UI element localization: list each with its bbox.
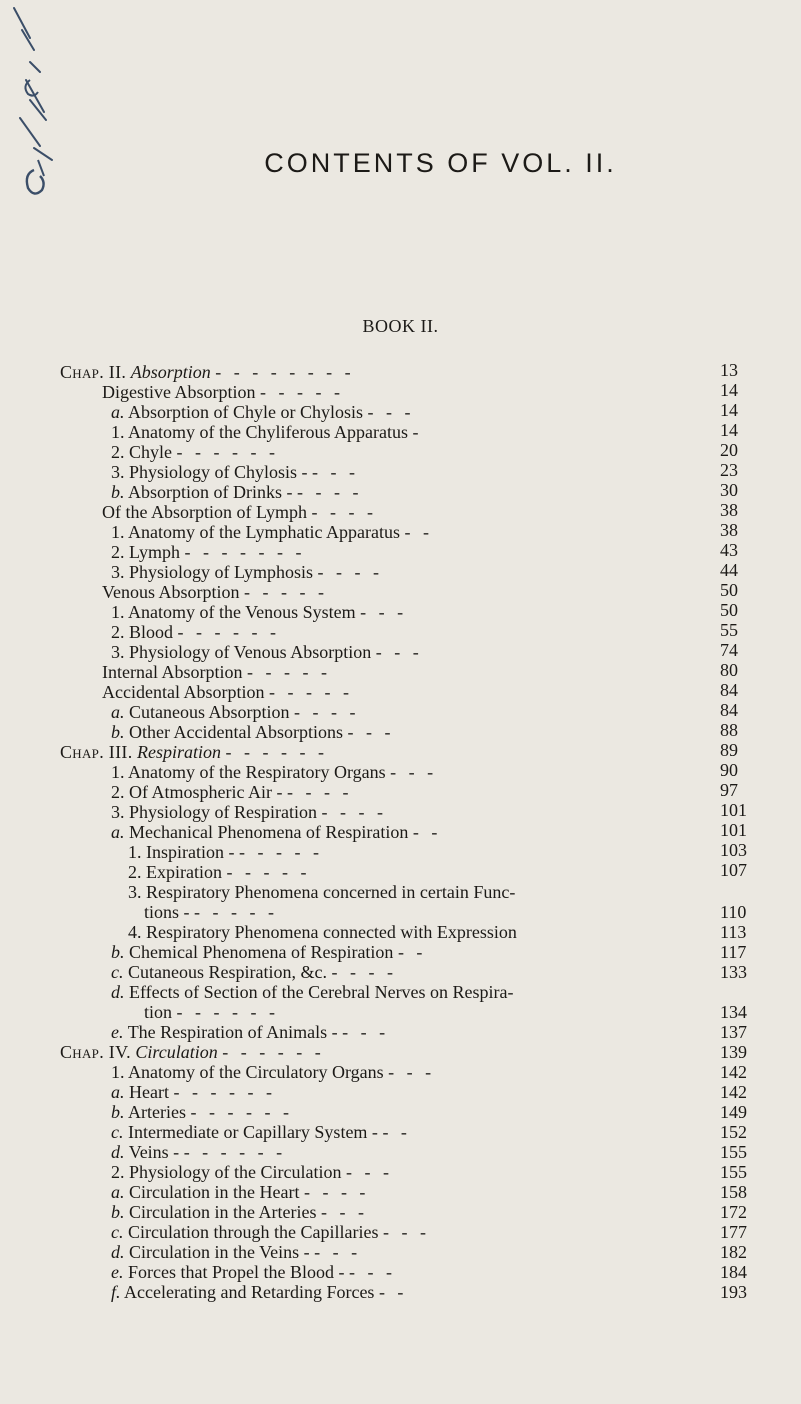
page-number: 113: [720, 922, 747, 942]
chapter-label: Chap. III.: [60, 742, 133, 762]
entry-title: Arteries: [128, 1102, 186, 1122]
toc-entry: [111, 1262, 396, 1282]
dot-leader: - - - - - - - -: [215, 362, 355, 382]
page-number: 182: [720, 1242, 747, 1262]
page-number: 117: [720, 942, 747, 962]
dot-leader: - - - - -: [260, 382, 344, 402]
entry-title: tion: [144, 1002, 173, 1022]
toc-entry: [111, 1222, 430, 1242]
toc-entry: [111, 1122, 411, 1142]
toc-entry: [102, 682, 353, 702]
entry-marker: a.: [111, 1182, 125, 1202]
page-number: 38: [720, 520, 738, 540]
page-number: 50: [720, 600, 738, 620]
page-number: 137: [720, 1022, 747, 1042]
page-number: 14: [720, 400, 738, 420]
entry-marker: a.: [111, 702, 125, 722]
dot-leader: - - - - - -: [222, 1042, 325, 1062]
page-number: 139: [720, 1042, 747, 1062]
entry-title: 3. Respiratory Phenomena concerned in certain Func-: [128, 882, 516, 902]
page-number: 43: [720, 540, 738, 560]
entry-title: 1. Anatomy of the Venous System: [111, 602, 356, 622]
dot-leader: - - - - -: [226, 862, 311, 882]
dot-leader: - - -: [360, 602, 408, 622]
toc-entry: [144, 902, 278, 922]
page-number: 74: [720, 640, 738, 660]
page-number: 110: [720, 902, 747, 922]
chapter-label: Chap. IV.: [60, 1042, 131, 1062]
dot-leader: - -: [397, 942, 427, 962]
entry-title: Accelerating and Retarding Forces: [124, 1282, 375, 1302]
toc-entry: [111, 522, 433, 542]
page-number: 30: [720, 480, 738, 500]
toc-entry: [128, 862, 310, 882]
page-number: 89: [720, 740, 738, 760]
toc-entry: [111, 822, 441, 842]
toc-entry: [111, 942, 426, 962]
toc-entry: [102, 582, 328, 602]
entry-title: 2. Chyle: [111, 442, 172, 462]
dot-leader: - - - - - -: [173, 1082, 276, 1102]
contents-heading: CONTENTS OF VOL. II.: [264, 148, 617, 178]
page-number: 84: [720, 700, 738, 720]
entry-title: Venous Absorption: [102, 582, 240, 602]
entry-marker: c.: [111, 1222, 124, 1242]
entry-title: Circulation in the Veins -: [129, 1242, 310, 1262]
dot-leader: - -: [412, 822, 442, 842]
dot-leader: - - - - -: [246, 662, 331, 682]
dot-leader: - -: [378, 1282, 408, 1302]
dot-leader: - - - -: [286, 782, 353, 802]
entry-title: 1. Anatomy of the Circulatory Organs: [111, 1062, 384, 1082]
dot-leader: - - - - -: [244, 582, 328, 602]
toc-entry: [111, 1082, 276, 1102]
dot-leader: - - - -: [294, 702, 360, 722]
page-number: 14: [720, 380, 738, 400]
dot-leader: - - - - - -: [225, 742, 328, 762]
toc-entry: [111, 982, 514, 1002]
toc-entry: [111, 422, 418, 442]
entry-title: Absorption: [130, 362, 211, 382]
page-number: 13: [720, 360, 738, 380]
toc-entry: [111, 762, 437, 782]
page-number: 101: [720, 820, 747, 840]
dot-leader: - - -: [345, 1162, 393, 1182]
toc-entry: [111, 962, 397, 982]
entry-marker: d.: [111, 1242, 125, 1262]
dot-leader: - - -: [388, 1062, 436, 1082]
page-number: 149: [720, 1102, 747, 1122]
entry-title: 2. Blood: [111, 622, 174, 642]
entry-title: Cutaneous Respiration, &c.: [128, 962, 327, 982]
entry-title: Circulation in the Arteries: [129, 1202, 317, 1222]
toc-entry: [111, 1242, 361, 1262]
chapter-label: Chap. II.: [60, 362, 127, 382]
entry-marker: d.: [111, 982, 125, 1002]
page-number: 14: [720, 420, 738, 440]
page-number: 101: [720, 800, 747, 820]
dot-leader: - - - - - -: [176, 442, 279, 462]
dot-leader: - - -: [375, 642, 423, 662]
entry-title: 3. Physiology of Venous Absorption: [111, 642, 372, 662]
dot-leader: - - - -: [331, 962, 397, 982]
page-number: 44: [720, 560, 738, 580]
toc-entry: [102, 502, 377, 522]
toc-entry: [111, 1162, 393, 1182]
toc-entry: [111, 782, 352, 802]
entry-marker: b.: [111, 1202, 125, 1222]
toc-entry: [111, 562, 383, 582]
toc-entry: [111, 1282, 407, 1302]
toc-entry: [111, 702, 359, 722]
page-number: 90: [720, 760, 738, 780]
entry-marker: d.: [111, 1142, 125, 1162]
entry-title: Of the Absorption of Lymph: [102, 502, 307, 522]
entry-title: Mechanical Phenomena of Respiration: [129, 822, 409, 842]
entry-title: Effects of Section of the Cerebral Nerves on Respira-: [129, 982, 514, 1002]
toc-entry: [60, 742, 328, 762]
page-number: 158: [720, 1182, 747, 1202]
entry-title: Veins -: [128, 1142, 180, 1162]
dot-leader: - - - - - - -: [184, 542, 306, 562]
entry-title: Digestive Absorption: [102, 382, 256, 402]
toc-entry: [111, 802, 387, 822]
entry-marker: f.: [111, 1282, 121, 1302]
page-number: 84: [720, 680, 738, 700]
toc-entry: [111, 642, 423, 662]
entry-marker: b.: [111, 722, 125, 742]
entry-title: Circulation through the Capillaries: [128, 1222, 379, 1242]
entry-marker: a.: [111, 402, 125, 422]
page-number: 142: [720, 1062, 747, 1082]
entry-title: Forces that Propel the Blood -: [128, 1262, 345, 1282]
toc-entry: [102, 662, 331, 682]
entry-title: Intermediate or Capillary System -: [128, 1122, 378, 1142]
toc-entry: [60, 1042, 325, 1062]
page-number: 152: [720, 1122, 747, 1142]
toc-entry: [111, 722, 394, 742]
entry-title: 3. Physiology of Respiration: [111, 802, 317, 822]
dot-leader: - - - - -: [268, 682, 353, 702]
page-number: 155: [720, 1162, 747, 1182]
toc-entry: [111, 1062, 435, 1082]
entry-title: 3. Physiology of Chylosis -: [111, 462, 308, 482]
entry-marker: b.: [111, 482, 125, 502]
page-number: 103: [720, 840, 747, 860]
toc-entry: [111, 462, 359, 482]
dot-leader: - - - -: [321, 802, 387, 822]
entry-marker: a.: [111, 1082, 125, 1102]
dot-leader: - - - - - -: [176, 1002, 279, 1022]
page-number: 50: [720, 580, 738, 600]
toc-entry: [111, 1022, 389, 1042]
toc-entry: [111, 442, 279, 462]
entry-title: 2. Expiration: [128, 862, 222, 882]
toc-entry: [111, 1202, 368, 1222]
dot-leader: - - -: [342, 1022, 390, 1042]
dot-leader: - - -: [320, 1202, 368, 1222]
entry-title: Heart: [129, 1082, 169, 1102]
entry-title: 1. Anatomy of the Respiratory Organs: [111, 762, 386, 782]
toc-entry: [111, 1142, 286, 1162]
entry-title: The Respiration of Animals -: [127, 1022, 338, 1042]
toc-entry: [111, 402, 415, 422]
entry-title: 2. Of Atmospheric Air -: [111, 782, 283, 802]
entry-title: Circulation in the Heart: [129, 1182, 300, 1202]
entry-title: Respiration: [137, 742, 221, 762]
toc-entry: [102, 382, 344, 402]
page-number: 38: [720, 500, 738, 520]
dot-leader: - -: [382, 1122, 411, 1142]
book-heading: BOOK II.: [362, 316, 439, 336]
page-number: 134: [720, 1002, 747, 1022]
entry-marker: b.: [111, 942, 125, 962]
dot-leader: - - - -: [311, 502, 377, 522]
dot-leader: - - -: [367, 402, 415, 422]
page-number: 133: [720, 962, 747, 982]
entry-title: 4. Respiratory Phenomena connected with Expression: [128, 922, 517, 942]
toc-entry: [111, 1102, 293, 1122]
dot-leader: - - - - - -: [190, 1102, 293, 1122]
dot-leader: - -: [404, 522, 433, 542]
entry-title: Absorption of Drinks -: [128, 482, 293, 502]
toc-entry: [128, 882, 515, 902]
entry-title: 3. Physiology of Lymphosis: [111, 562, 314, 582]
page-number: 177: [720, 1222, 747, 1242]
entry-marker: a.: [111, 822, 125, 842]
dot-leader: - - - - -: [238, 842, 323, 862]
page-number: 172: [720, 1202, 747, 1222]
dot-leader: - - - - - -: [183, 1142, 287, 1162]
toc-entry: [111, 622, 280, 642]
toc-entry: [128, 922, 517, 942]
entry-title: Other Accidental Absorptions: [129, 722, 343, 742]
entry-title: Accidental Absorption: [102, 682, 265, 702]
toc-entry: [111, 1182, 369, 1202]
entry-title: 2. Lymph: [111, 542, 181, 562]
page-number: 155: [720, 1142, 747, 1162]
entry-title: Circulation: [135, 1042, 218, 1062]
dot-leader: - - -: [347, 722, 395, 742]
dot-leader: - - - -: [317, 562, 384, 582]
page-number: 80: [720, 660, 738, 680]
entry-title: Internal Absorption: [102, 662, 243, 682]
dot-leader: - - -: [314, 1242, 362, 1262]
page-number: 107: [720, 860, 747, 880]
entry-title: Cutaneous Absorption: [129, 702, 290, 722]
page-number: 88: [720, 720, 738, 740]
page-number: 142: [720, 1082, 747, 1102]
page-number: 97: [720, 780, 738, 800]
dot-leader: - - -: [348, 1262, 396, 1282]
entry-title: 1. Anatomy of the Lymphatic Apparatus: [111, 522, 400, 542]
toc-entry: [60, 362, 355, 382]
toc-entry: [111, 482, 363, 502]
entry-title: 1. Inspiration -: [128, 842, 235, 862]
entry-title: 2. Physiology of the Circulation: [111, 1162, 342, 1182]
toc-entry: [128, 842, 323, 862]
toc-entry: [111, 542, 305, 562]
entry-title: Absorption of Chyle or Chylosis: [128, 402, 364, 422]
entry-title: 1. Anatomy of the Chyliferous Apparatus -: [111, 422, 419, 442]
entry-marker: c.: [111, 1122, 124, 1142]
page-number: 193: [720, 1282, 747, 1302]
entry-title: tions -: [144, 902, 190, 922]
toc-entry: [144, 1002, 279, 1022]
dot-leader: - - - -: [297, 482, 363, 502]
entry-marker: e.: [111, 1022, 124, 1042]
page-number: 23: [720, 460, 738, 480]
page-number: 20: [720, 440, 738, 460]
dot-leader: - - -: [390, 762, 438, 782]
dot-leader: - - - -: [303, 1182, 370, 1202]
entry-marker: c.: [111, 962, 124, 982]
page-number: 184: [720, 1262, 747, 1282]
dot-leader: - - - - - -: [177, 622, 280, 642]
dot-leader: - - - - -: [194, 902, 278, 922]
toc-entry: [111, 602, 407, 622]
entry-marker: b.: [111, 1102, 125, 1122]
dot-leader: - - -: [382, 1222, 430, 1242]
entry-marker: e.: [111, 1262, 124, 1282]
page-number: 55: [720, 620, 738, 640]
dot-leader: - - -: [312, 462, 360, 482]
entry-title: Chemical Phenomena of Respiration: [129, 942, 394, 962]
